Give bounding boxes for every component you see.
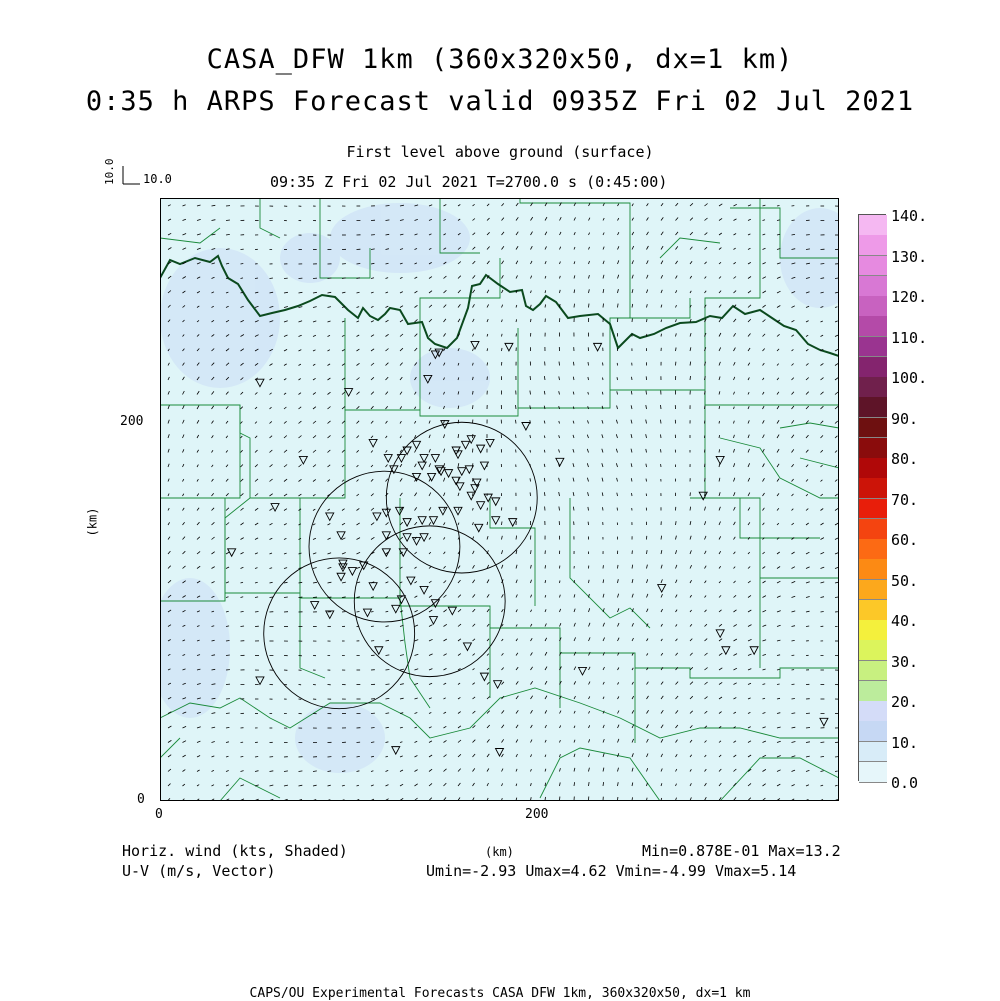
- wind-vector: [588, 362, 589, 365]
- wind-vector: [661, 334, 662, 337]
- colorbar-swatch: [859, 397, 887, 418]
- colorbar-swatch: [859, 580, 887, 601]
- wind-vector: [313, 597, 317, 598]
- wind-vector: [241, 264, 244, 265]
- wind-vector: [806, 626, 809, 627]
- colorbar-swatch: [859, 620, 887, 641]
- colorbar-label: 140.: [891, 207, 927, 225]
- colorbar-swatch: [859, 762, 887, 783]
- wind-vector: [270, 278, 273, 279]
- wind-vector: [835, 597, 838, 598]
- wind-vector: [560, 581, 561, 584]
- colorbar-swatch: [859, 681, 887, 702]
- colorbar-swatch: [859, 539, 887, 560]
- wind-vector: [792, 220, 795, 221]
- y-axis-label: (km): [85, 508, 99, 537]
- field-min-max: Min=0.878E-01 Max=13.2: [642, 842, 841, 860]
- colorbar-swatch: [859, 337, 887, 358]
- valid-time-label: 09:35 Z Fri 02 Jul 2021 T=2700.0 s (0:45:00): [270, 173, 667, 191]
- wind-vector: [357, 264, 361, 265]
- wind-vector: [516, 420, 517, 424]
- colorbar-swatch: [859, 559, 887, 580]
- wind-vector: [806, 728, 810, 729]
- field-description: Horiz. wind (kts, Shaded): [122, 842, 348, 860]
- wind-vector: [821, 612, 824, 613]
- wind-vector: [690, 376, 691, 380]
- wind-vector: [719, 421, 720, 424]
- wind-vector: [661, 405, 662, 409]
- colorbar-swatch: [859, 357, 887, 378]
- colorbar-swatch: [859, 701, 887, 722]
- wind-vector: [603, 507, 604, 510]
- colorbar-label: 50.: [891, 572, 918, 590]
- colorbar-swatch: [859, 276, 887, 297]
- wind-vector: [559, 362, 560, 366]
- colorbar-swatch: [859, 640, 887, 661]
- wind-vector: [574, 304, 575, 308]
- colorbar-label: 40.: [891, 612, 918, 630]
- level-label: First level above ground (surface): [0, 143, 1000, 161]
- wind-vector: [516, 435, 517, 438]
- colorbar-label: 110.: [891, 329, 927, 347]
- wind-vector: [386, 206, 390, 207]
- wind-vector: [661, 449, 662, 452]
- colorbar-label: 120.: [891, 288, 927, 306]
- colorbar-label: 0.0: [891, 774, 918, 792]
- wind-vector: [386, 684, 390, 685]
- wind-vector: [530, 478, 531, 481]
- credit-line: CAPS/OU Experimental Forecasts CASA DFW 1km, 360x320x50, dx=1 km: [0, 986, 1000, 1001]
- wind-vector: [603, 378, 604, 381]
- wind-vector: [473, 405, 474, 409]
- wind-vector: [632, 493, 633, 496]
- y-tick-0: 0: [137, 792, 145, 807]
- x-axis-label: (km): [485, 845, 514, 859]
- colorbar-label: 10.: [891, 734, 918, 752]
- colorbar-swatch: [859, 418, 887, 439]
- colorbar-swatch: [859, 377, 887, 398]
- wind-vector: [357, 612, 360, 613]
- wind-vector: [835, 771, 838, 772]
- wind-vector: [241, 626, 245, 627]
- wind-vector: [516, 333, 517, 336]
- wind-vector: [502, 522, 503, 526]
- wind-vector: [646, 391, 647, 395]
- wind-vector: [284, 597, 288, 598]
- wind-vector: [618, 565, 619, 569]
- vector-reference-u: 10.0: [143, 172, 172, 186]
- wind-vector: [502, 348, 503, 351]
- y-tick-200: 200: [120, 414, 143, 429]
- colorbar-swatch: [859, 600, 887, 621]
- wind-vector: [371, 728, 375, 729]
- colorbar-swatch: [859, 478, 887, 499]
- x-tick-0: 0: [155, 807, 163, 822]
- colorbar-swatch: [859, 296, 887, 317]
- wind-vector: [531, 319, 532, 322]
- colorbar-swatch: [859, 235, 887, 256]
- colorbar-swatch: [859, 721, 887, 742]
- colorbar-label: 60.: [891, 531, 918, 549]
- colorbar-swatch: [859, 438, 887, 459]
- colorbar-swatch: [859, 215, 887, 236]
- wind-vector: [661, 434, 662, 438]
- wind-vector: [617, 377, 618, 380]
- title-line-1: CASA_DFW 1km (360x320x50, dx=1 km): [0, 44, 1000, 75]
- colorbar-label: 20.: [891, 693, 918, 711]
- wind-vector: [661, 420, 662, 424]
- colorbar-swatch: [859, 256, 887, 277]
- colorbar-label: 90.: [891, 410, 918, 428]
- uv-min-max: Umin=-2.93 Umax=4.62 Vmin=-4.99 Vmax=5.14: [426, 862, 796, 880]
- wind-vector: [386, 670, 390, 671]
- wind-vector: [226, 641, 230, 642]
- wind-vector: [226, 713, 230, 714]
- wind-vector: [255, 612, 259, 613]
- wind-vector: [342, 757, 346, 758]
- colorbar-label: 100.: [891, 369, 927, 387]
- wind-vector: [646, 479, 647, 482]
- vector-description: U-V (m/s, Vector): [122, 862, 276, 880]
- wind-vector: [647, 319, 648, 322]
- wind-vector: [792, 699, 795, 700]
- wind-vector: [487, 508, 488, 511]
- wind-vector: [530, 450, 531, 453]
- colorbar-swatch: [859, 519, 887, 540]
- wind-vector: [299, 597, 303, 598]
- colorbar: [858, 214, 886, 781]
- wind-vector: [589, 304, 590, 308]
- colorbar-swatch: [859, 742, 887, 763]
- wind-vector: [255, 757, 258, 758]
- wind-vector: [545, 797, 546, 801]
- colorbar-label: 70.: [891, 491, 918, 509]
- x-tick-200: 200: [525, 807, 548, 822]
- colorbar-swatch: [859, 499, 887, 520]
- wind-vector: [821, 742, 825, 743]
- wind-field-map: [160, 198, 839, 801]
- wind-vector: [255, 278, 258, 279]
- wind-vector: [777, 684, 780, 685]
- colorbar-swatch: [859, 661, 887, 682]
- wind-vector: [821, 264, 825, 265]
- colorbar-label: 80.: [891, 450, 918, 468]
- wind-vector: [603, 363, 604, 366]
- colorbar-label: 130.: [891, 248, 927, 266]
- title-line-2: 0:35 h ARPS Forecast valid 0935Z Fri 02 Jul 2021: [0, 86, 1000, 117]
- wind-vector: [371, 612, 374, 613]
- vector-reference-v: 10.0: [103, 159, 116, 186]
- wind-vector: [632, 377, 633, 380]
- colorbar-label: 30.: [891, 653, 918, 671]
- wind-vector: [328, 278, 332, 279]
- colorbar-swatch: [859, 316, 887, 337]
- wind-vector: [226, 220, 230, 221]
- wind-vector: [777, 206, 780, 207]
- wind-vector: [603, 304, 604, 308]
- colorbar-swatch: [859, 458, 887, 479]
- wind-vector: [226, 655, 230, 656]
- wind-vector: [516, 405, 517, 409]
- wind-vector: [835, 278, 838, 279]
